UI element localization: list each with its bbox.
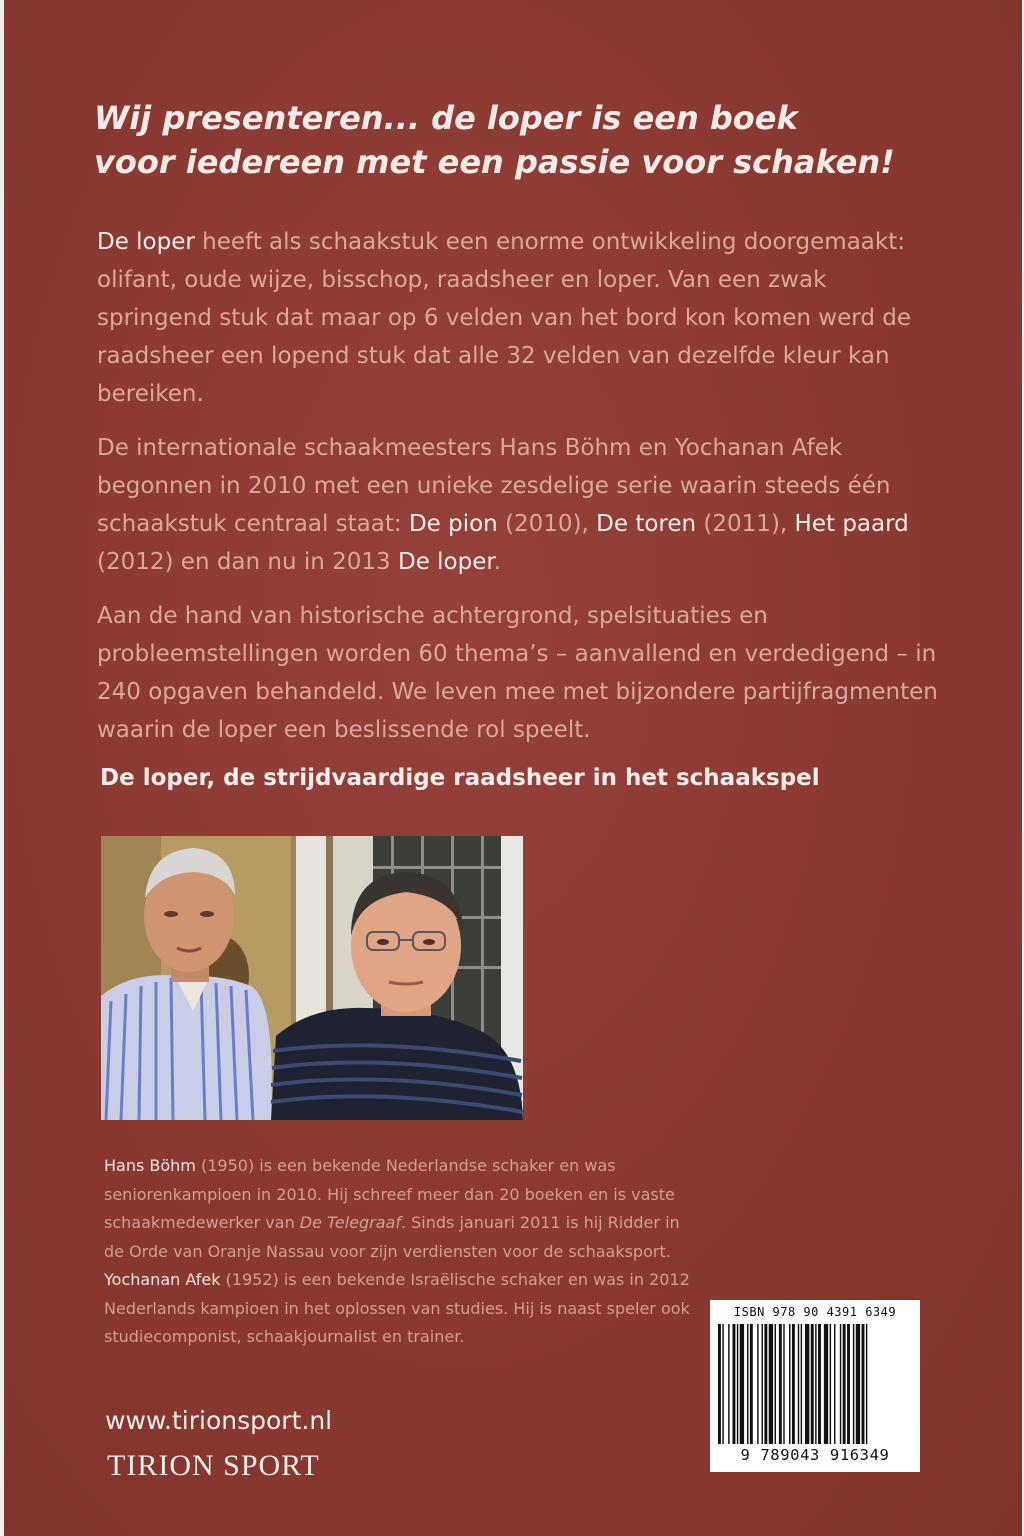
tagline-line-1: Wij presenteren... de loper is een boek <box>94 99 798 137</box>
publisher-logo-text: TIRION SPORT <box>107 1449 320 1482</box>
barcode-bar <box>840 1324 841 1444</box>
barcode-bar <box>750 1324 753 1444</box>
barcode-bar <box>801 1324 802 1444</box>
barcode-bar <box>722 1324 723 1444</box>
barcode-bar <box>862 1324 865 1444</box>
barcode-bar <box>830 1324 831 1444</box>
isbn-barcode <box>710 1300 920 1472</box>
barcode-digits: 9 789043 916349 <box>740 1446 890 1464</box>
barcode-bar <box>737 1324 738 1444</box>
barcode-bar <box>866 1324 867 1444</box>
series-book-toren: De toren <box>596 511 697 537</box>
barcode-bar <box>798 1324 799 1444</box>
barcode-bar <box>718 1324 721 1444</box>
description-paragraph-1 <box>97 223 942 413</box>
series-year-pion: (2010), <box>497 511 597 537</box>
tagline <box>94 96 954 184</box>
author-1-text: (1950) is een bekende Nederlandse schaker en was seniorenkampioen in 2010. Hij schreef meer dan 20 boeken en is vaste schaakmedewerker van <box>104 1156 675 1232</box>
description-paragraph-2 <box>97 429 942 581</box>
barcode-bar <box>789 1324 790 1444</box>
slogan: De loper, de strijdvaardige raadsheer in het schaakspel <box>100 765 820 791</box>
barcode-bar <box>834 1324 835 1444</box>
barcode-bar <box>775 1324 776 1444</box>
barcode-bar <box>847 1324 850 1444</box>
description-paragraph-3: Aan de hand van historische achtergrond, spelsituaties en probleemstellingen worden 60 thema’s – aanvallend en verdedigend – in 240 opgaven behandeld. We leven mee met bijzondere partijfragmenten waarin de loper een beslissende rol speelt. <box>97 603 938 743</box>
tagline-line-2: voor iedereen met een passie voor schaken! <box>94 143 895 181</box>
barcode-bar <box>779 1324 782 1444</box>
book-back-cover <box>4 0 1022 1536</box>
barcode-bar <box>740 1324 744 1444</box>
barcode-bar <box>764 1324 767 1444</box>
barcode-bar <box>818 1324 821 1444</box>
author-2-name: Yochanan Afek <box>104 1270 221 1289</box>
barcode-bar <box>762 1324 763 1444</box>
author-1-name: Hans Böhm <box>104 1156 196 1175</box>
barcode-bar <box>769 1324 773 1444</box>
barcode-bar <box>853 1324 854 1444</box>
newspaper-name: De Telegraaf <box>299 1213 401 1232</box>
author-1-text-end: . Sinds januari 2011 is hij Ridder in de Orde van Oranje Nassau voor zijn verdiensten voor de schaaksport. <box>104 1213 680 1261</box>
author-bios <box>104 1152 694 1352</box>
publisher-website: www.tirionsport.nl <box>105 1406 333 1435</box>
series-year-paard: (2012) en dan nu in 2013 <box>97 549 398 575</box>
barcode-bar <box>824 1324 828 1444</box>
barcode-bars <box>718 1324 912 1446</box>
barcode-bar <box>783 1324 784 1444</box>
book-title-mention: De loper <box>97 229 195 255</box>
barcode-bar <box>815 1324 816 1444</box>
author-bio-2 <box>104 1266 694 1352</box>
series-book-paard: Het paard <box>794 511 909 537</box>
series-book-pion: De pion <box>408 511 498 537</box>
author-bio-1 <box>104 1152 694 1266</box>
barcode-bar <box>757 1324 758 1444</box>
barcode-bar <box>733 1324 736 1444</box>
paragraph-1-text: heeft als schaakstuk een enorme ontwikkeling doorgemaakt: olifant, oude wijze, bisschop, raadsheer en loper. Van een zwak springend stuk dat maar op 6 velden van het bord kon komen werd de raadsheer een lopend stuk dat alle 32 velden van dezelfde kleur kan bereiken. <box>97 229 911 407</box>
author-2-text: (1952) is een bekende Israëlische schaker en was in 2012 Nederlands kampioen in het oplossen van studies. Hij is naast speler ook studiecomponist, schaakjournalist en trainer. <box>104 1270 690 1346</box>
series-year-toren: (2011), <box>696 511 795 537</box>
paragraph-2-text: De internationale schaakmeesters Hans Böhm en Yochanan Afek begonnen in 2010 met een unieke zesdelige serie waarin steeds één schaakstuk centraal staat: <box>97 435 891 537</box>
paragraph-2-end: . <box>493 549 502 575</box>
authors-photo <box>101 836 523 1120</box>
barcode-bar <box>856 1324 860 1444</box>
barcode-bar <box>792 1324 795 1444</box>
barcode-bar <box>843 1324 846 1444</box>
barcode-bar <box>747 1324 748 1444</box>
isbn-label: ISBN 978 90 4391 6349 <box>733 1305 897 1319</box>
barcode-bar <box>805 1324 809 1444</box>
barcode-bar <box>811 1324 814 1444</box>
barcode-bar <box>728 1324 729 1444</box>
series-book-loper: De loper <box>398 549 494 575</box>
